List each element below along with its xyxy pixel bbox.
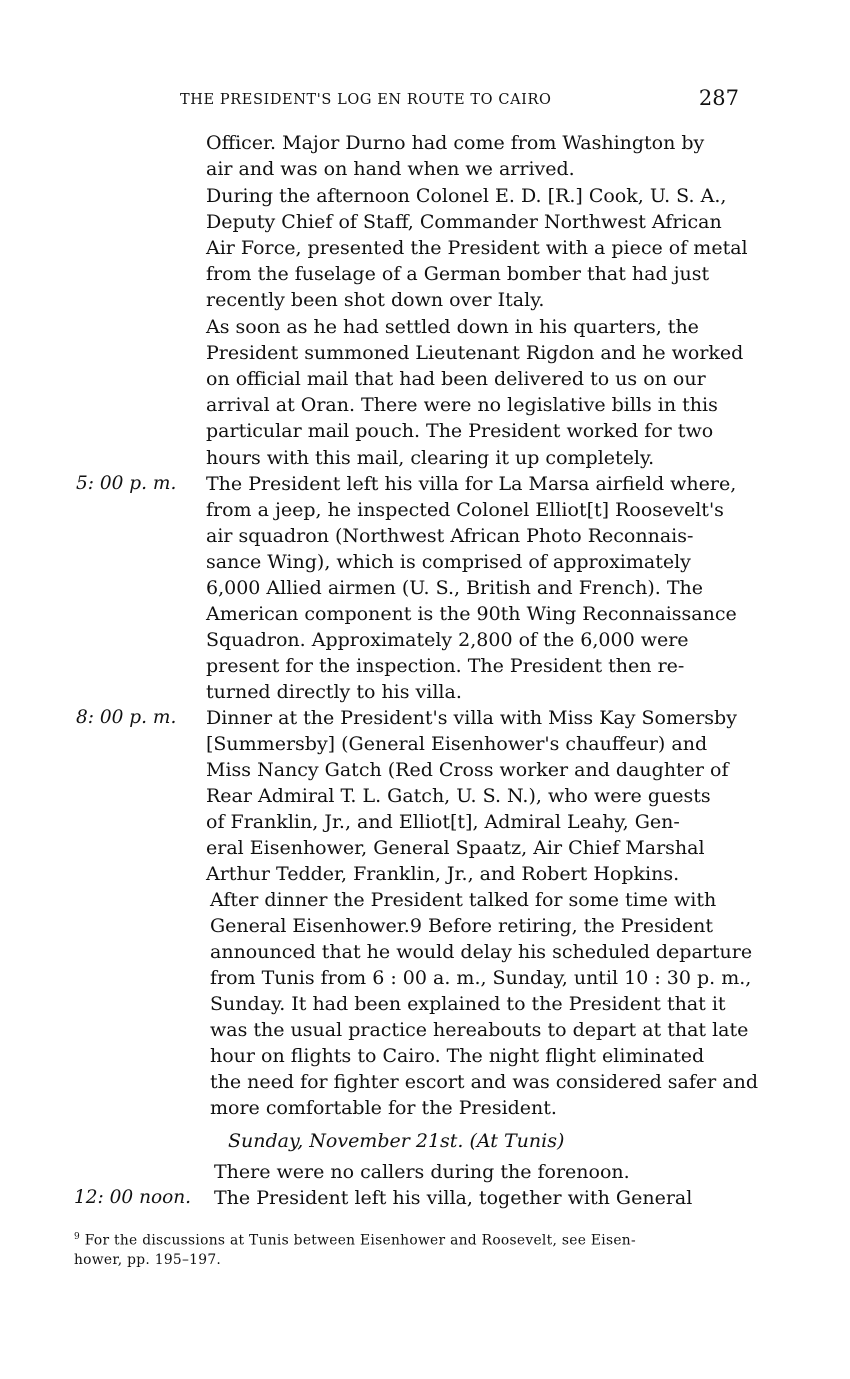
text-line: Rear Admiral T. L. Gatch, U. S. N.), who were guests bbox=[206, 785, 711, 807]
footnote-line: hower, pp. 195–197. bbox=[74, 1251, 222, 1268]
margin-time: 8: 00 p. m. bbox=[76, 707, 177, 728]
text-line: The President left his villa for La Marsa airfield where, bbox=[206, 473, 737, 495]
text-line: Dinner at the President's villa with Miss Kay Somersby bbox=[206, 707, 737, 729]
text-line: air squadron (Northwest African Photo Reconnais- bbox=[206, 525, 694, 547]
text-line: General Eisenhower.9 Before retiring, the President bbox=[210, 915, 714, 937]
running-head: THE PRESIDENT'S LOG EN ROUTE TO CAIRO bbox=[180, 92, 552, 108]
text-line: The President left his villa, together with General bbox=[214, 1187, 693, 1209]
footnote bbox=[74, 1228, 754, 1270]
text-line: was the usual practice hereabouts to depart at that late bbox=[210, 1019, 749, 1041]
text-line: from the fuselage of a German bomber that had just bbox=[206, 263, 710, 285]
text-line: from Tunis from 6 : 00 a. m., Sunday, until 10 : 30 p. m., bbox=[210, 967, 752, 989]
text-line: present for the inspection. The President then re- bbox=[206, 655, 685, 677]
text-line: 6,000 Allied airmen (U. S., British and French). The bbox=[206, 577, 703, 599]
text-line: hours with this mail, clearing it up completely. bbox=[206, 447, 655, 469]
text-line: hour on flights to Cairo. The night flight eliminated bbox=[210, 1045, 705, 1067]
text-line: Arthur Tedder, Franklin, Jr., and Robert Hopkins. bbox=[206, 863, 680, 885]
text-line: After dinner the President talked for some time with bbox=[210, 889, 717, 911]
footnote-text: For the discussions at Tunis between Eisenhower and Roosevelt, see Eisen- bbox=[84, 1232, 636, 1249]
text-line: air and was on hand when we arrived. bbox=[206, 158, 575, 180]
text-line: Deputy Chief of Staff, Commander Northwest African bbox=[206, 211, 722, 233]
page-number: 287 bbox=[698, 86, 739, 110]
text-line: recently been shot down over Italy. bbox=[206, 289, 545, 311]
text-line: There were no callers during the forenoon. bbox=[214, 1161, 630, 1183]
text-line: announced that he would delay his scheduled departure bbox=[210, 941, 753, 963]
page-header bbox=[180, 86, 745, 116]
text-line: on official mail that had been delivered to us on our bbox=[206, 368, 706, 390]
text-line: Air Force, presented the President with a piece of metal bbox=[206, 237, 748, 259]
text-line: more comfortable for the President. bbox=[210, 1097, 557, 1119]
text-line: As soon as he had settled down in his quarters, the bbox=[206, 316, 699, 338]
text-line: Officer. Major Durno had come from Washington by bbox=[206, 132, 705, 154]
text-line: the need for fighter escort and was considered safer and bbox=[210, 1071, 759, 1093]
footnote-line bbox=[74, 1228, 754, 1251]
text-line: eral Eisenhower, General Spaatz, Air Chief Marshal bbox=[206, 837, 705, 859]
text-line: of Franklin, Jr., and Elliot[t], Admiral Leahy, Gen- bbox=[206, 811, 680, 833]
text-line: arrival at Oran. There were no legislative bills in this bbox=[206, 394, 718, 416]
text-line: [Summersby] (General Eisenhower's chauffeur) and bbox=[206, 733, 708, 755]
text-line: Miss Nancy Gatch (Red Cross worker and daughter of bbox=[206, 759, 729, 781]
text-line: During the afternoon Colonel E. D. [R.] Cook, U. S. A., bbox=[206, 185, 727, 207]
footnote-marker: 9 bbox=[74, 1232, 81, 1242]
date-heading: Sunday, November 21st. (At Tunis) bbox=[228, 1130, 565, 1152]
text-line: sance Wing), which is comprised of approximately bbox=[206, 551, 691, 573]
text-line: particular mail pouch. The President worked for two bbox=[206, 420, 714, 442]
text-line: from a jeep, he inspected Colonel Elliot[t] Roosevelt's bbox=[206, 499, 724, 521]
text-line: American component is the 90th Wing Reconnaissance bbox=[206, 603, 737, 625]
text-line: Squadron. Approximately 2,800 of the 6,000 were bbox=[206, 629, 689, 651]
margin-time: 12: 00 noon. bbox=[74, 1187, 192, 1208]
text-line: Sunday. It had been explained to the President that it bbox=[210, 993, 726, 1015]
margin-time: 5: 00 p. m. bbox=[76, 473, 177, 494]
text-line: President summoned Lieutenant Rigdon and he worked bbox=[206, 342, 744, 364]
text-line: turned directly to his villa. bbox=[206, 681, 462, 703]
